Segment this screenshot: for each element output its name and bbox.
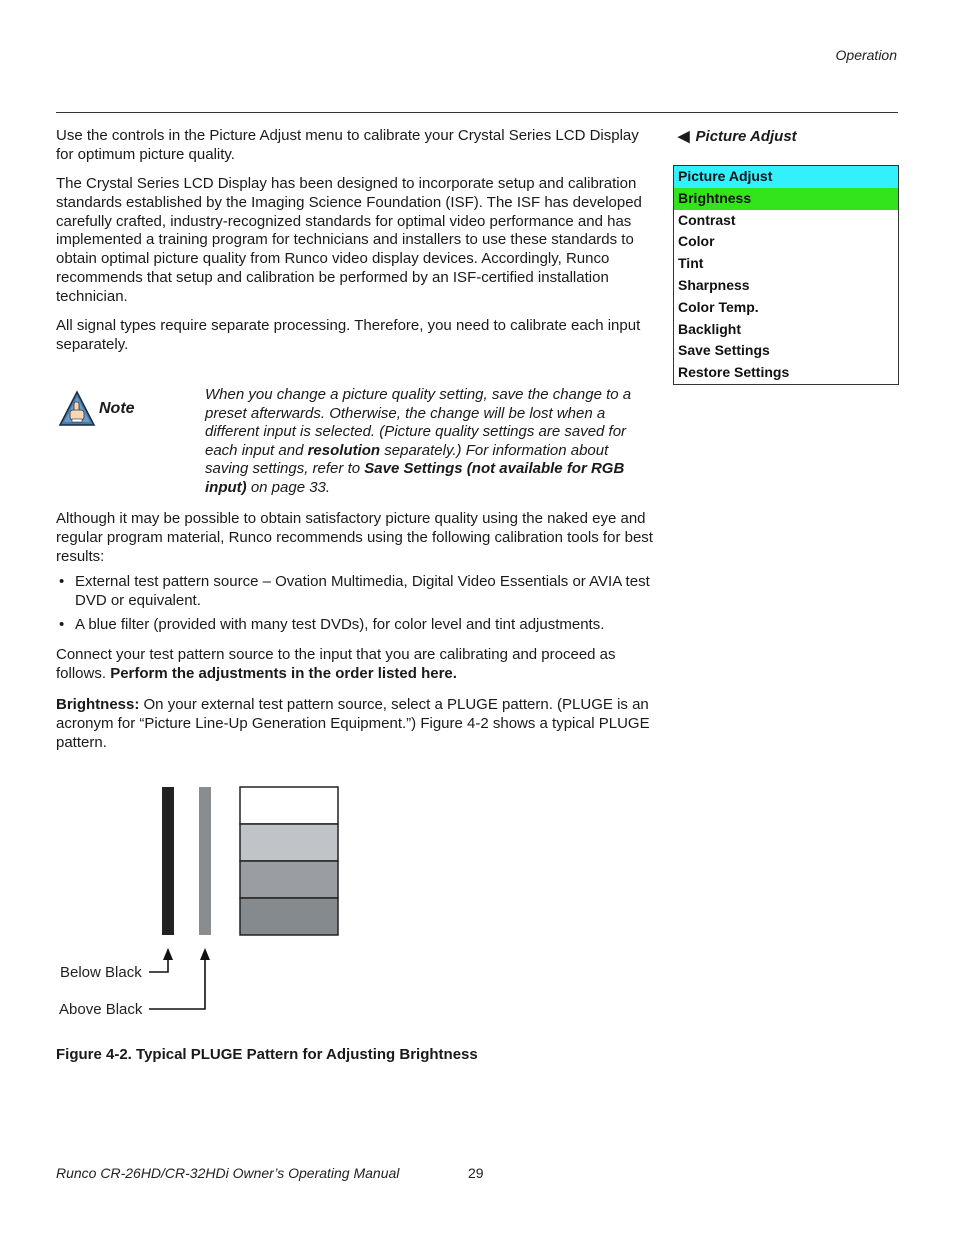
section-header: Operation [835,47,897,63]
menu-item-sharpness[interactable]: Sharpness [678,276,750,293]
footer-manual-title: Runco CR-26HD/CR-32HDi Owner’s Operating Manual [56,1165,400,1181]
menu-item-restore-settings[interactable]: Restore Settings [678,364,790,381]
below-black-bar [162,787,174,935]
note-label: Note [99,400,135,417]
above-black-arrowhead [200,948,210,960]
menu-item-color[interactable]: Color [678,233,715,250]
above-black-label: Above Black [59,1001,143,1018]
list-item-text: A blue filter (provided with many test DVDs), for color level and tint adjustments. [75,616,605,633]
above-black-leader-line [149,956,205,1009]
note-pointing-hand-icon [58,390,96,428]
header-rule [56,112,898,113]
calibration-paragraph: Although it may be possible to obtain satisfactory picture quality using the naked eye and regular program material, Runco recommends using the following calibration tools for best results: [56,510,653,565]
figure-caption: Figure 4-2. Typical PLUGE Pattern for Adjusting Brightness [56,1046,478,1063]
note-text: When you change a picture quality setting, save the change to a preset afterwards. Otherwise, the change will be lost when a different input is selected. (Picture quality settings are saved for each input and resolution separately.) For information about saving settings, refer to Save Settings (not available for RGB input) on page 33. [205,386,632,496]
above-black-bar [199,787,211,935]
pluge-step-medium-gray [240,861,338,898]
bullet-dot: • [59,573,65,590]
below-black-arrowhead [163,948,173,960]
menu-item-backlight[interactable]: Backlight [678,320,742,337]
menu-title: Picture Adjust [674,166,898,188]
arrow-left-icon: ◀ [678,128,690,145]
list-item-text: External test pattern source – Ovation Multimedia, Digital Video Essentials or AVIA test DVD or equivalent. [75,573,650,609]
note-bold-save-settings: Save Settings (not available for RGB input) [205,460,625,496]
pluge-step-white [240,787,338,824]
procedure-paragraph: Connect your test pattern source to the input that you are calibrating and proceed as follows. Perform the adjustments in the order listed here. [56,646,616,682]
menu-item-brightness[interactable]: Brightness [674,188,898,210]
procedure-emphasis: Perform the adjustments in the order listed here. [110,664,457,682]
intro-paragraph-1: Use the controls in the Picture Adjust menu to calibrate your Crystal Series LCD Display for optimum picture quality. [56,127,639,163]
menu-heading-text: Picture Adjust [695,128,797,145]
brightness-label: Brightness: [56,696,140,713]
pluge-step-dark-gray [240,898,338,935]
pluge-pattern-figure [0,760,400,1030]
brightness-paragraph: Brightness: On your external test pattern source, select a PLUGE pattern. (PLUGE is an acronym for “Picture Line-Up Generation Equipment.”) Figure 4-2 shows a typical PLUGE pattern. [56,696,650,751]
note-bold-resolution: resolution [307,441,381,459]
pluge-step-light-gray [240,824,338,861]
menu-item-contrast[interactable]: Contrast [678,211,736,228]
menu-item-color-temp[interactable]: Color Temp. [678,298,759,315]
bullet-dot: • [59,616,65,633]
menu-heading [678,127,797,145]
intro-paragraph-3: All signal types require separate processing. Therefore, you need to calibrate each input separately. [56,317,641,353]
picture-adjust-menu [673,165,899,385]
page-number: 29 [468,1165,484,1181]
below-black-label: Below Black [60,964,142,981]
menu-item-save-settings[interactable]: Save Settings [678,342,770,359]
intro-paragraph-2: The Crystal Series LCD Display has been designed to incorporate setup and calibration standards established by the Imaging Science Foundation (ISF). The ISF has developed carefully crafted, industry-recognized standards for optimal video performance and has implemented a training program for technicians and installers to use these standards to obtain optimal picture quality from Runco video display devices. Accordingly, Runco recommends that setup and calibration be performed by an ISF-certified installation technician. [56,175,642,305]
menu-item-tint[interactable]: Tint [678,255,704,272]
